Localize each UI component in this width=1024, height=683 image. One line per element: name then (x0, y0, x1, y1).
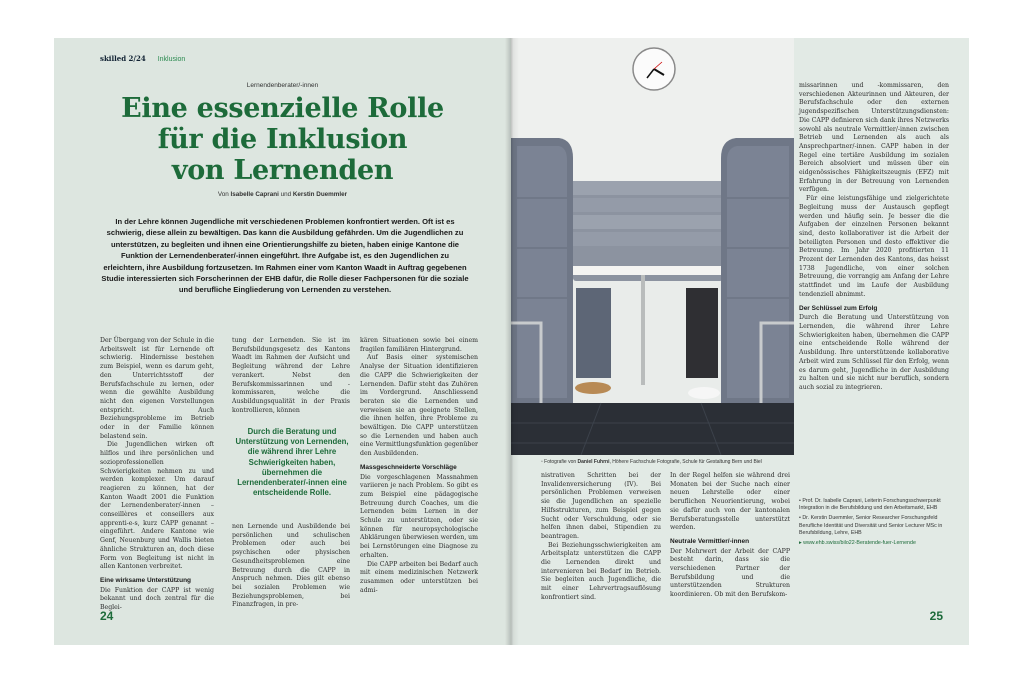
body-paragraph: Die Jugendlichen wirken oft hilflos und ihre persönlichen und sozioprofessionellen Schwierigkeiten nehmen zu und werden komplexer. Um darauf reagieren zu können, hat der Kanton Waadt 2001 die Funktion der Lernendenberater/-innen – conseillères et conseillers aux apprenti-e-s, kurz CAPP genannt – eingeführt. Andere Kantone wie Genf, Neuenburg und Wallis bieten ähnliche Strukturen an, doch diese Form von Begleitung ist nicht in allen Kantonen verbreitet. (100, 441, 214, 571)
body-paragraph: Durch die Beratung und Unterstützung von Lernenden, die während ihrer Lehre Schwierigkeiten haben, übernehmen die CAPP eine entscheidende Rolle während der Ausbildung. Ihre unterstützende kollaborative Arbeit wird zum Schlüssel für den Erfolg, wenn es darum geht, Jugendliche in der Ausbildung zu halten und sie nicht nur beruflich, sondern auch sozial zu integrieren. (799, 314, 949, 391)
author-name: Kerstin Duemmler (292, 191, 348, 198)
body-paragraph: tung der Lernenden. Sie ist im Berufsbildungsgesetz des Kantons Waadt im Rahmen der Aufsicht und Begleitung während der Lehre verankert. Nebst den Berufskommissarinnen und -kommissaren, welche die Ausbildungsqualität in der Praxis kontrollieren, können (232, 337, 350, 414)
body-paragraph: Der Mehrwert der Arbeit der CAPP besteht darin, dass sie die verschiedenen Partner der Berufsbildung und die unterstützenden Strukturen koordinieren. Ob mit den Berufskom- (670, 547, 790, 599)
body-paragraph: Auf Basis einer systemischen Analyse der Situation identifizieren die CAPP die Schwierigkeiten der Lernenden. Dafür steht das Zuhören im Vordergrund. Anschliessend beraten sie die Lernenden und verweisen sie an geeignete Stellen, die ihnen helfen, ihre Probleme zu bewältigen. Die CAPP unterstützen so die Lernenden und haben auch eine Vermittlungsfunktion gegenüber den Ausbildenden. (360, 354, 478, 458)
author-note: • Dr. Kerstin Duemmler, Senior Researcher Forschungsfeld Berufliche Identität und Diversität und Senior Lecturer MSc in Berufsbildung, Lehre, EHB (799, 515, 943, 536)
body-paragraph: nen Lernende und Ausbildende bei persönlichen und schulischen Problemen oder auch bei psychischen oder physischen Gesundheitsproblemen eine Betreuung durch die CAPP in Anspruch nehmen. Dies gilt ebenso bei sozialen Problemen wie Beziehungsproblemen, bei Finanzfragen, in pre- (232, 523, 350, 609)
body-column-4 (541, 472, 661, 603)
author-name: Isabelle Caprani (230, 191, 279, 198)
article-title (84, 93, 481, 186)
body-column-3 (360, 337, 478, 595)
body-column-2-continued (232, 523, 350, 610)
photo-caption (541, 459, 791, 465)
web-link[interactable]: ▸ www.ehb.swiss/bilo22-Beratende-fuer-Lernende (799, 540, 916, 547)
body-column-6 (799, 82, 949, 393)
page-number: 24 (100, 609, 114, 623)
body-paragraph: Bei Beziehungsschwierigkeiten am Arbeitsplatz unterstützen die CAPP die Lernenden direkt und intervenieren bei Bedarf im Betrieb. Sie begleiten auch Jugendliche, die mit einer Lehrvertragsauflösung konfrontiert sind. (541, 541, 661, 601)
photo-illustration (511, 38, 794, 455)
body-paragraph: kären Situationen sowie bei einem fragilen familiären Hintergrund. (360, 337, 478, 353)
photographer-name: Daniel Fuhrni (577, 459, 610, 465)
running-header (100, 54, 185, 63)
body-column-2 (232, 337, 350, 415)
body-paragraph: Die Funktion der CAPP ist wenig bekannt und doch zentral für die Beglei- (100, 586, 214, 612)
author-notes (799, 498, 949, 550)
left-page (54, 38, 511, 645)
body-paragraph: Für eine leistungsfähige und zielgerichtete Begleitung muss der Austausch gepflegt werden und häufig sein. Je besser die die Aufgaben der einzelnen Personen bekannt sind, desto kollaborativer ist die Arbeit der beteiligten Personen und desto effektiver die Betreuung. Im Jahr 2020 profitierten 11 Prozent der Lernenden des Kantons, das heisst 1738 Jugendliche, von einer solchen Betreuung, die vorrangig am Anfang der Lehre stattfindet und im Laufe der Ausbildung tendenziell abnimmt. (799, 195, 949, 298)
body-paragraph: missarinnen und -kommissaren, den verschiedenen Akteurinnen und Akteuren, der Berufsfachschule oder den externen jugendspezifischen Unterstützungsdiensten: Die CAPP definieren sich dank ihres Netzwerks sowohl als neutrale Vermittler/-innen zwischen Betrieb und Lernenden als auch als Ansprechpartner/-innen. CAPP haben in der Regel eine tertiäre Ausbildung im sozialen Bereich absolviert und müssen über ein eidgenössisches Fähigkeitszeugnis (EFZ) mit Erfahrung in der Betreuung von Lernenden verfügen. (799, 82, 949, 194)
title-line: für die Inklusion (157, 124, 408, 155)
title-line: Eine essenzielle Rolle (121, 93, 444, 124)
subheading: Neutrale Vermittler/-innen (670, 537, 750, 545)
magazine-name: skilled 2/24 (100, 54, 146, 63)
byline-prefix: Von (217, 191, 229, 198)
section-name: Inklusion (157, 56, 186, 63)
booth-photo (511, 38, 794, 455)
subheading: Massgeschneiderte Vorschläge (360, 463, 457, 471)
page-number: 25 (929, 609, 943, 623)
kicker: Lernendenberater/-innen (246, 82, 319, 89)
body-paragraph: nistrativen Schritten bei der Invalidenversicherung (IV). Bei persönlichen Problemen verweisen sie die Jugendlichen an spezielle Hilfsstrukturen, zum Beispiel gegen Sucht oder Verschuldung, oder sie helfen ihnen dabei, Stipendien zu beantragen. (541, 472, 661, 540)
subheading: Der Schlüssel zum Erfolg (799, 304, 878, 312)
body-paragraph: Der Übergang von der Schule in die Arbeitswelt ist für Lernende oft schwierig. Hindernisse bestehen zum Beispiel, wenn es darum geht, den Unterrichtsstoff der Berufsfachschule zu lernen, oder wenn die gewählte Ausbildung nicht den eigenen Vorstellungen entspricht. Auch Beziehungsprobleme im Betrieb oder in der Familie können belastend sein. (100, 337, 214, 440)
pull-quote: Durch die Beratung und Unterstützung von Lernenden, die während ihrer Lehre Schwierigkeiten haben, übernehmen die Lernendenberater/-innen eine entscheidende Rolle. (235, 427, 349, 498)
title-line: von Lernenden (171, 155, 394, 186)
byline (54, 191, 511, 198)
right-page (511, 38, 969, 645)
caption-prefix: Fotografie von (544, 459, 577, 465)
body-paragraph: Die vorgeschlagenen Massnahmen variieren je nach Problem. So gibt es zum Beispiel eine pädagogische Betreuung durch Coaches, um die Lernenden beim Lernen in der Schule zu unterstützen, oder sie können für neuropsychologische Abklärungen überwiesen werden, um bei Lernstörungen eine Diagnose zu erhalten. (360, 473, 478, 559)
subheading: Eine wirksame Unterstützung (100, 576, 192, 584)
body-column-5 (670, 472, 790, 600)
body-paragraph: In der Regel helfen sie während drei Monaten bei der Suche nach einer neuen Lehrstelle oder einer beruflichen Neuorientierung, wobei sie dafür auch von der kantonalen Berufsberatungsstelle unterstützt werden. (670, 472, 790, 532)
byline-and: und (280, 191, 292, 198)
body-column-1 (100, 337, 214, 613)
author-note: • Prof. Dr. Isabelle Caprani, Leiterin Forschungsschwerpunkt Integration in die Berufsbildung und den Arbeitsmarkt, EHB (799, 498, 941, 512)
lead-paragraph: In der Lehre können Jugendliche mit verschiedenen Problemen konfrontiert werden. Oft ist es schwierig, diese allein zu bewältigen. Das kann die Ausbildung gefährden. Um die Jugendlichen zu unterstützen, zu begleiten und ihnen eine Orientierungshilfe zu bieten, haben einige Kantone die Funktion der Lernendenberater/-innen eingeführt. Ihre Aufgabe ist, es den Jugendlichen zu erleichtern, ihre Ausbildung fortzusetzen. Im Rahmen einer vom Kanton Waadt in Auftrag gegebenen Studie interessierten sich Forscherinnen der EHB dafür, die Rolle dieser Fachpersonen für die soziale und berufliche Eingliederung von Lernenden zu verstehen. (101, 217, 469, 295)
caption-rest: , Höhere Fachschule Fotografie, Schule für Gestaltung Bern und Biel (609, 459, 762, 465)
body-paragraph: Die CAPP arbeiten bei Bedarf auch mit einem medizinischen Netzwerk zusammen oder unterstützen bei admi- (360, 560, 478, 594)
camera-icon: ▫ (541, 459, 543, 465)
